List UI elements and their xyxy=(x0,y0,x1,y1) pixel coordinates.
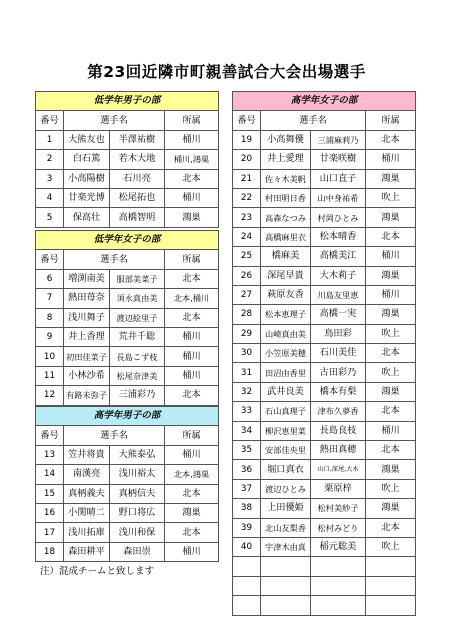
player-name-1 xyxy=(261,576,311,595)
table-row xyxy=(36,327,219,346)
table-boys-low xyxy=(35,91,219,228)
player-name-2: 高橋美江 xyxy=(311,247,366,266)
table-row xyxy=(36,445,219,464)
player-name-2: 服部美菜子 xyxy=(110,269,165,288)
player-name-2: 山口直子 xyxy=(311,169,366,188)
player-number: 17 xyxy=(36,523,64,542)
player-name-1: 山崎真由美 xyxy=(261,324,311,343)
player-name-1: 有路未弥子 xyxy=(64,386,110,405)
player-name-2: 山中身祐希 xyxy=(311,188,366,207)
table-row xyxy=(233,576,416,595)
player-name-2: 真柄信夫 xyxy=(110,484,165,503)
table-row xyxy=(36,484,219,503)
affiliation xyxy=(366,576,416,595)
player-name-2: 石川美佳 xyxy=(311,344,366,363)
player-number: 21 xyxy=(233,169,261,188)
col-header-affil: 所属 xyxy=(165,111,219,130)
affiliation: 北本 xyxy=(366,344,416,363)
player-name-1: 小高陽樹 xyxy=(64,169,110,188)
affiliation: 鴻巣 xyxy=(165,503,219,522)
footnote: 注）混成チームと致します xyxy=(40,566,155,577)
player-name-1: 橋麻美 xyxy=(261,247,311,266)
col-header-players: 選手名 xyxy=(64,250,165,269)
player-number: 37 xyxy=(233,479,261,498)
player-number: 8 xyxy=(36,308,64,327)
player-number: 27 xyxy=(233,285,261,304)
player-name-1: 村田明日香 xyxy=(261,188,311,207)
player-number: 7 xyxy=(36,289,64,308)
player-name-2: 古田彩乃 xyxy=(311,363,366,382)
player-number: 40 xyxy=(233,537,261,556)
player-number: 15 xyxy=(36,484,64,503)
table-row xyxy=(36,366,219,385)
player-number: 13 xyxy=(36,445,64,464)
affiliation: 桶川 xyxy=(165,445,219,464)
affiliation: 北本 xyxy=(165,169,219,188)
table-row xyxy=(36,523,219,542)
player-name-1: 高森なつみ xyxy=(261,208,311,227)
table-row xyxy=(233,499,416,518)
player-number: 19 xyxy=(233,130,261,149)
player-number: 33 xyxy=(233,402,261,421)
player-name-2 xyxy=(311,596,366,615)
player-name-2: 村岡ひとみ xyxy=(311,208,366,227)
table-row xyxy=(36,188,219,207)
col-header-no: 番号 xyxy=(36,426,64,445)
affiliation: 鴻巣 xyxy=(165,208,219,227)
table-row xyxy=(233,324,416,343)
player-name-2: 津布久夢香 xyxy=(311,402,366,421)
table-row xyxy=(36,150,219,169)
table-row xyxy=(36,269,219,288)
player-name-1: 浅川拓庫 xyxy=(64,523,110,542)
table-row xyxy=(36,386,219,405)
player-name-2: 高橋一実 xyxy=(311,305,366,324)
affiliation: 北本 xyxy=(366,402,416,421)
affiliation: 桶川 xyxy=(165,327,219,346)
player-name-1: 堀口真衣 xyxy=(261,460,311,479)
table-girls-high xyxy=(232,91,416,616)
player-number: 35 xyxy=(233,441,261,460)
player-name-1: 武井良美 xyxy=(261,382,311,401)
player-name-2: 松尾拓也 xyxy=(110,188,165,207)
player-number: 34 xyxy=(233,421,261,440)
player-name-2: 三浦彩乃 xyxy=(110,386,165,405)
table-row xyxy=(233,441,416,460)
player-name-1: 田沼由香里 xyxy=(261,363,311,382)
player-name-2: 三浦麻莉乃 xyxy=(311,130,366,149)
affiliation: 吹上 xyxy=(366,479,416,498)
affiliation: 北本 xyxy=(366,441,416,460)
table-row xyxy=(36,208,219,227)
affiliation: 桶川 xyxy=(165,347,219,366)
table-row xyxy=(233,402,416,421)
col-header-players: 選手名 xyxy=(64,111,165,130)
player-number: 4 xyxy=(36,188,64,207)
player-name-1: 小林沙希 xyxy=(64,366,110,385)
player-number: 32 xyxy=(233,382,261,401)
player-name-1: 初田佳菜子 xyxy=(64,347,110,366)
player-name-2: 若木大地 xyxy=(110,150,165,169)
player-number: 16 xyxy=(36,503,64,522)
affiliation: 鴻巣 xyxy=(366,208,416,227)
section-header: 低学年女子の部 xyxy=(36,231,219,250)
player-name-2 xyxy=(311,576,366,595)
player-name-2: 長島良枝 xyxy=(311,421,366,440)
player-name-1: 井上愛理 xyxy=(261,150,311,169)
affiliation: 北本 xyxy=(165,386,219,405)
player-name-2 xyxy=(311,557,366,576)
player-name-1: 増渕南美 xyxy=(64,269,110,288)
affiliation: 桶川 xyxy=(165,130,219,149)
player-name-2: 松尾奈津美 xyxy=(110,366,165,385)
player-number: 25 xyxy=(233,247,261,266)
player-name-2: 川島友里恵 xyxy=(311,285,366,304)
affiliation: 桶川 xyxy=(366,285,416,304)
table-row xyxy=(233,247,416,266)
player-name-1: 上田優姫 xyxy=(261,499,311,518)
col-header-affil: 所属 xyxy=(165,250,219,269)
player-name-2: 野口将広 xyxy=(110,503,165,522)
player-name-2: 松本晴香 xyxy=(311,227,366,246)
affiliation: 鴻巣 xyxy=(366,382,416,401)
col-header-no: 番号 xyxy=(233,111,261,130)
table-row xyxy=(36,308,219,327)
player-number: 5 xyxy=(36,208,64,227)
player-number: 31 xyxy=(233,363,261,382)
player-number: 20 xyxy=(233,150,261,169)
player-name-2: 栗原梓 xyxy=(311,479,366,498)
player-number: 1 xyxy=(36,130,64,149)
player-number: 18 xyxy=(36,542,64,561)
player-number: 10 xyxy=(36,347,64,366)
affiliation: 桶川 xyxy=(165,542,219,561)
player-name-2: 大熊泰弘 xyxy=(110,445,165,464)
player-name-2: 高橋智明 xyxy=(110,208,165,227)
player-name-1: 南漢亮 xyxy=(64,465,110,484)
table-row xyxy=(233,305,416,324)
affiliation: 北本,桶川 xyxy=(165,289,219,308)
col-header-players: 選手名 xyxy=(64,426,165,445)
player-name-1 xyxy=(261,557,311,576)
player-number xyxy=(233,557,261,576)
col-header-no: 番号 xyxy=(36,111,64,130)
table-row xyxy=(233,150,416,169)
section-header: 高学年女子の部 xyxy=(233,92,416,111)
affiliation xyxy=(366,596,416,615)
player-number: 36 xyxy=(233,460,261,479)
player-number: 39 xyxy=(233,518,261,537)
player-number: 12 xyxy=(36,386,64,405)
affiliation: 北本 xyxy=(165,269,219,288)
affiliation: 北本 xyxy=(165,308,219,327)
page-title: 第23回近隣市町親善試合大会出場選手 xyxy=(87,63,366,81)
table-row xyxy=(233,421,416,440)
player-number xyxy=(233,576,261,595)
affiliation: 鴻巣 xyxy=(366,499,416,518)
affiliation: 桶川 xyxy=(366,421,416,440)
affiliation: 北本 xyxy=(366,227,416,246)
table-row xyxy=(36,503,219,522)
player-name-1: 小高舞優 xyxy=(261,130,311,149)
col-header-no: 番号 xyxy=(36,250,64,269)
player-name-2: 山口,深尾,大木 xyxy=(311,460,366,479)
affiliation: 鴻巣 xyxy=(366,305,416,324)
table-row xyxy=(36,169,219,188)
player-name-2: 長島こず枝 xyxy=(110,347,165,366)
affiliation: 北本 xyxy=(366,130,416,149)
player-name-2: 森田崇 xyxy=(110,542,165,561)
table-row xyxy=(233,208,416,227)
player-number: 30 xyxy=(233,344,261,363)
col-header-affil: 所属 xyxy=(165,426,219,445)
player-name-2: 熱田真穂 xyxy=(311,441,366,460)
player-number: 29 xyxy=(233,324,261,343)
table-row xyxy=(36,130,219,149)
player-name-2: 松村みどり xyxy=(311,518,366,537)
player-number: 11 xyxy=(36,366,64,385)
player-name-1: 萩原友香 xyxy=(261,285,311,304)
player-name-1: 小笠原美穂 xyxy=(261,344,311,363)
affiliation: 北本 xyxy=(165,484,219,503)
player-number: 9 xyxy=(36,327,64,346)
player-number: 3 xyxy=(36,169,64,188)
table-row xyxy=(233,363,416,382)
player-number: 38 xyxy=(233,499,261,518)
table-row xyxy=(36,542,219,561)
affiliation: 吹上 xyxy=(366,324,416,343)
affiliation: 北本 xyxy=(366,518,416,537)
table-row xyxy=(36,289,219,308)
affiliation: 鴻巣 xyxy=(366,266,416,285)
player-name-1: 北山友梨香 xyxy=(261,518,311,537)
player-name-1: 熱田苺奈 xyxy=(64,289,110,308)
table-row xyxy=(233,596,416,615)
player-number xyxy=(233,596,261,615)
player-name-2: 浅川裕太 xyxy=(110,465,165,484)
player-name-1: 笠井将貴 xyxy=(64,445,110,464)
affiliation: 北本 xyxy=(165,523,219,542)
affiliation: 桶川 xyxy=(165,188,219,207)
player-name-1: 大熊友也 xyxy=(64,130,110,149)
section-header: 高学年男子の部 xyxy=(36,407,219,426)
player-number: 2 xyxy=(36,150,64,169)
player-name-1: 白石篤 xyxy=(64,150,110,169)
player-number: 6 xyxy=(36,269,64,288)
table-row xyxy=(233,344,416,363)
table-row xyxy=(233,479,416,498)
affiliation: 桶川 xyxy=(366,150,416,169)
table-girls-low xyxy=(35,230,219,406)
affiliation: 桶川 xyxy=(366,247,416,266)
player-name-1 xyxy=(261,596,311,615)
table-row xyxy=(233,382,416,401)
table-row xyxy=(233,130,416,149)
table-row xyxy=(233,557,416,576)
player-name-2: 廿楽咲樹 xyxy=(311,150,366,169)
table-row xyxy=(233,537,416,556)
affiliation xyxy=(366,557,416,576)
table-row xyxy=(36,347,219,366)
table-row xyxy=(233,227,416,246)
player-name-2: 渡辺絵里子 xyxy=(110,308,165,327)
player-name-2: 稲元聡美 xyxy=(311,537,366,556)
player-name-1: 森田耕平 xyxy=(64,542,110,561)
player-number: 26 xyxy=(233,266,261,285)
player-number: 28 xyxy=(233,305,261,324)
player-name-1: 小関晴二 xyxy=(64,503,110,522)
player-name-1: 松本恵理子 xyxy=(261,305,311,324)
player-name-1: 高橋麻里衣 xyxy=(261,227,311,246)
section-header: 低学年男子の部 xyxy=(36,92,219,111)
affiliation: 桶川,鴻巣 xyxy=(165,150,219,169)
player-name-2: 荒井千聡 xyxy=(110,327,165,346)
player-name-2: 須永真由美 xyxy=(110,289,165,308)
player-name-1: 柳沢恵里菜 xyxy=(261,421,311,440)
player-name-1: 安部佳央里 xyxy=(261,441,311,460)
table-row xyxy=(233,518,416,537)
player-name-1: 佐々木美帆 xyxy=(261,169,311,188)
player-name-1: 保高壮 xyxy=(64,208,110,227)
player-name-2: 半澤祐樹 xyxy=(110,130,165,149)
col-header-players: 選手名 xyxy=(261,111,366,130)
affiliation: 鴻巣 xyxy=(366,460,416,479)
table-row xyxy=(233,460,416,479)
player-number: 14 xyxy=(36,465,64,484)
affiliation: 吹上 xyxy=(366,188,416,207)
affiliation: 吹上 xyxy=(366,363,416,382)
player-name-1: 石山真理子 xyxy=(261,402,311,421)
player-name-2: 大木莉子 xyxy=(311,266,366,285)
player-name-1: 深尾早貴 xyxy=(261,266,311,285)
player-name-1: 浅川舞子 xyxy=(64,308,110,327)
affiliation: 鴻巣 xyxy=(366,169,416,188)
player-name-1: 真柄義夫 xyxy=(64,484,110,503)
player-name-1: 宇津木由真 xyxy=(261,537,311,556)
table-boys-high xyxy=(35,406,219,562)
affiliation: 桶川 xyxy=(165,366,219,385)
player-number: 22 xyxy=(233,188,261,207)
table-row xyxy=(233,169,416,188)
player-number: 24 xyxy=(233,227,261,246)
col-header-affil: 所属 xyxy=(366,111,416,130)
player-name-2: 橋本有梨 xyxy=(311,382,366,401)
affiliation: 吹上 xyxy=(366,537,416,556)
player-name-1: 井上香理 xyxy=(64,327,110,346)
player-name-2: 鳥田彩 xyxy=(311,324,366,343)
player-name-1: 廿楽光博 xyxy=(64,188,110,207)
table-row xyxy=(233,188,416,207)
player-name-1: 渡辺ひとみ xyxy=(261,479,311,498)
player-number: 23 xyxy=(233,208,261,227)
table-row xyxy=(36,465,219,484)
player-name-2: 石川亮 xyxy=(110,169,165,188)
affiliation: 北本,鴻巣 xyxy=(165,465,219,484)
table-row xyxy=(233,266,416,285)
table-row xyxy=(233,285,416,304)
player-name-2: 松村美紗子 xyxy=(311,499,366,518)
player-name-2: 浅川和保 xyxy=(110,523,165,542)
